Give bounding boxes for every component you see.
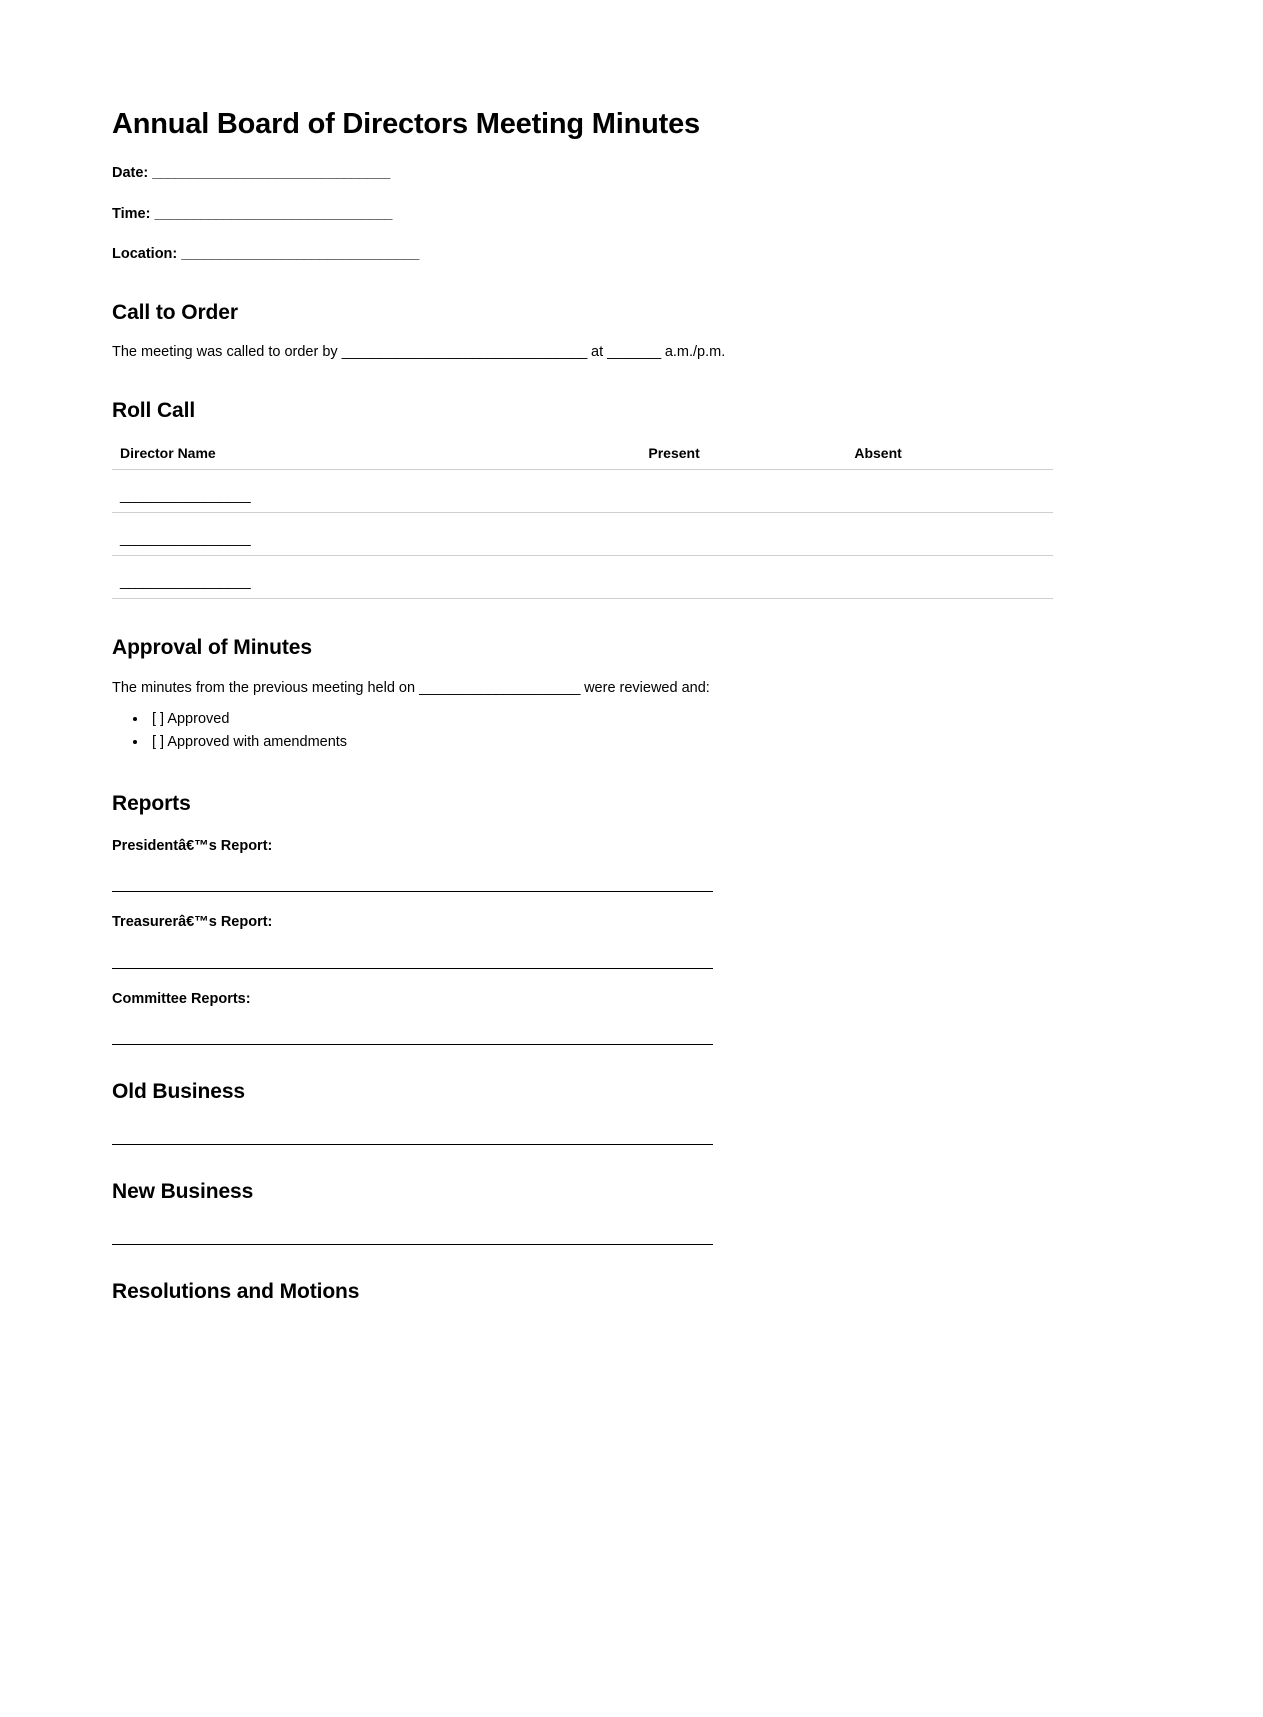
cell-director-name[interactable] xyxy=(112,513,640,556)
cell-absent[interactable] xyxy=(846,556,1053,599)
cell-present[interactable] xyxy=(640,513,846,556)
presidents-report-write-line[interactable] xyxy=(112,891,713,892)
label-committee-reports: Committee Reports: xyxy=(112,990,251,1007)
approval-of-minutes-sentence xyxy=(112,679,1053,699)
call-to-order-text-2: at xyxy=(591,343,604,360)
field-location-label: Location: xyxy=(112,246,178,263)
field-time-blank[interactable]: _______________________________ xyxy=(154,205,393,222)
approval-choices-list xyxy=(112,708,1053,754)
table-row xyxy=(112,513,1053,556)
treasurers-report-write-line[interactable] xyxy=(112,968,713,969)
approval-text-2: were reviewed and: xyxy=(584,679,710,696)
field-date-blank[interactable]: _______________________________ xyxy=(152,165,390,182)
call-to-order-sentence xyxy=(112,343,1053,363)
approval-text-1: The minutes from the previous meeting held on xyxy=(112,679,416,696)
field-date-label: Date: xyxy=(112,165,149,182)
heading-resolutions-and-motions: Resolutions and Motions xyxy=(112,1280,360,1304)
call-to-order-text-1: The meeting was called to order by xyxy=(112,343,338,360)
committee-reports-write-line[interactable] xyxy=(112,1044,713,1045)
call-to-order-person-blank[interactable]: ________________________________ xyxy=(341,343,587,360)
cell-absent[interactable] xyxy=(846,470,1053,513)
list-item[interactable]: • [ ] Approved with amendments xyxy=(148,731,1053,754)
label-presidents-report: Presidentâ€™s Report: xyxy=(112,837,273,854)
list-item[interactable]: • [ ] Approved xyxy=(148,708,1053,731)
call-to-order-time-blank[interactable]: _______ xyxy=(607,343,661,360)
new-business-write-line[interactable] xyxy=(112,1244,713,1245)
cell-present[interactable] xyxy=(640,470,846,513)
column-header-director-name: Director Name xyxy=(112,441,640,470)
roll-call-table xyxy=(112,441,1053,599)
label-treasurers-report: Treasurerâ€™s Report: xyxy=(112,914,273,931)
director-name-blank[interactable]: _________________ xyxy=(120,488,251,505)
old-business-write-line[interactable] xyxy=(112,1144,713,1145)
field-location xyxy=(112,246,1053,263)
field-time xyxy=(112,206,1053,223)
director-name-blank[interactable]: _________________ xyxy=(120,574,251,591)
cell-director-name[interactable] xyxy=(112,470,640,513)
cell-absent[interactable] xyxy=(846,513,1053,556)
director-name-blank[interactable]: _________________ xyxy=(120,531,251,548)
heading-reports: Reports xyxy=(112,791,191,815)
cell-present[interactable] xyxy=(640,556,846,599)
cell-director-name[interactable] xyxy=(112,556,640,599)
column-header-present: Present xyxy=(640,441,846,470)
heading-roll-call: Roll Call xyxy=(112,399,196,423)
table-row xyxy=(112,556,1053,599)
heading-approval-of-minutes: Approval of Minutes xyxy=(112,636,312,660)
approval-date-blank[interactable]: _____________________ xyxy=(419,679,581,696)
field-location-blank[interactable]: _______________________________ xyxy=(181,246,419,263)
heading-new-business: New Business xyxy=(112,1180,254,1204)
table-header-row xyxy=(112,441,1053,470)
field-date xyxy=(112,165,1053,182)
page-title: Annual Board of Directors Meeting Minutes xyxy=(112,108,700,140)
heading-call-to-order: Call to Order xyxy=(112,300,238,324)
field-time-label: Time: xyxy=(112,205,151,222)
heading-old-business: Old Business xyxy=(112,1079,246,1103)
column-header-absent: Absent xyxy=(846,441,1053,470)
call-to-order-text-3: a.m./p.m. xyxy=(664,343,726,360)
table-row xyxy=(112,470,1053,513)
